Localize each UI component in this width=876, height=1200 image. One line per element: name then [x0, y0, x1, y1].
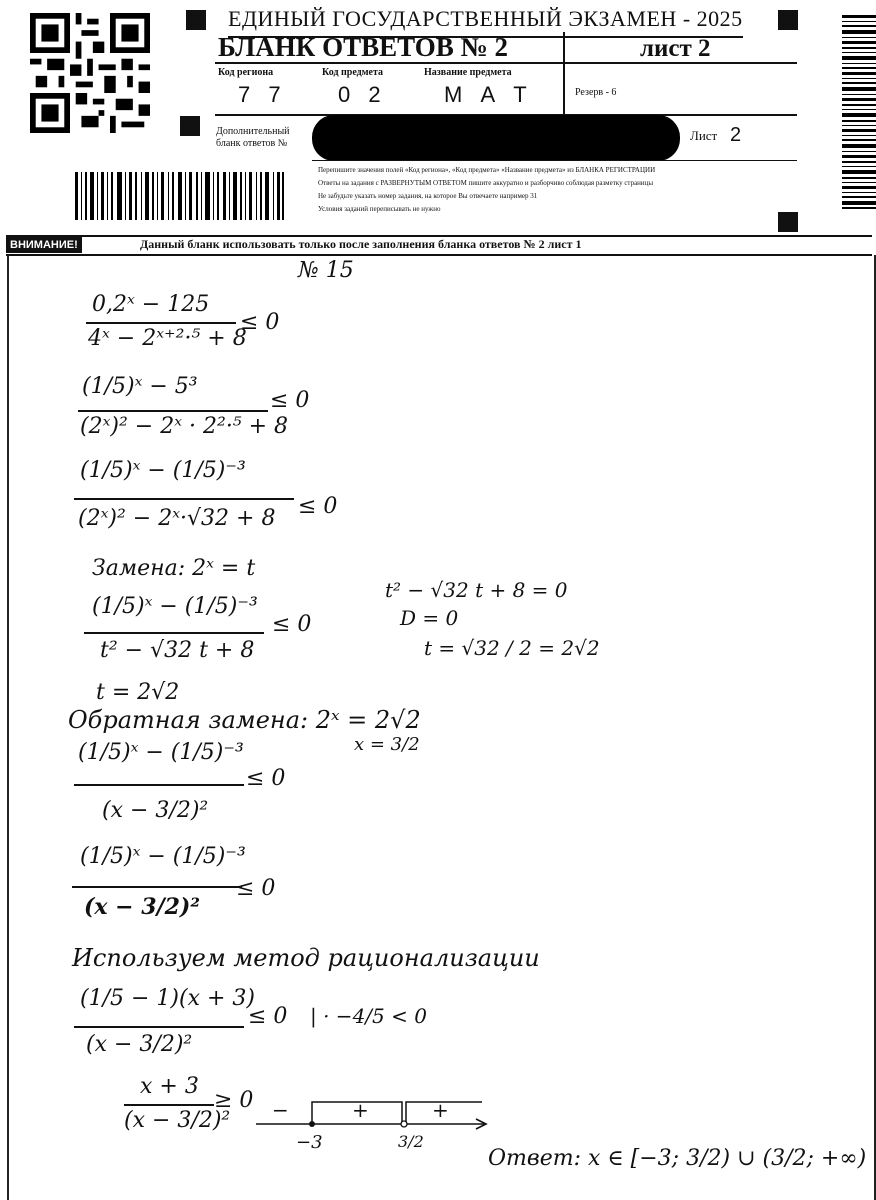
discriminant: D = 0	[400, 606, 459, 630]
relation: ≤ 0	[236, 876, 276, 901]
fraction-denominator: (x − 3/2)²	[86, 1032, 193, 1057]
registration-mark	[778, 10, 798, 30]
number-line	[256, 1090, 496, 1140]
final-answer: Ответ: x ∈ [−3; 3/2) ∪ (3/2; +∞)	[488, 1146, 867, 1171]
registration-mark	[180, 116, 200, 136]
registration-mark	[186, 10, 206, 30]
fraction-numerator: (1/5 − 1)(x + 3)	[80, 986, 255, 1011]
t-value: t = 2√2	[96, 680, 180, 705]
divider	[312, 160, 797, 161]
fraction-bar	[74, 784, 244, 786]
fraction-bar	[72, 886, 242, 888]
fraction-numerator: (1/5)ˣ − (1/5)⁻³	[80, 458, 246, 483]
axis-point: −3	[296, 1132, 323, 1153]
vertical-barcode	[842, 15, 876, 210]
subject-code-value: 0 2	[338, 82, 387, 107]
fraction-denominator: 4ˣ − 2ˣ⁺²·⁵ + 8	[88, 326, 247, 351]
fraction-numerator: (1/5)ˣ − (1/5)⁻³	[78, 740, 244, 765]
sheet-label: лист 2	[640, 35, 711, 62]
fraction-bar	[124, 1104, 214, 1106]
qr-code	[30, 13, 150, 133]
multiplier-note: | · −4/5 < 0	[310, 1004, 427, 1028]
task-number: № 15	[298, 258, 354, 283]
warning-badge: ВНИМАНИЕ!	[6, 237, 82, 253]
method-note: Используем метод рационализации	[72, 944, 540, 972]
fraction-numerator: (1/5)ˣ − (1/5)⁻³	[80, 844, 246, 869]
sign-plus: +	[432, 1098, 449, 1122]
instructions: Перепишите значения полей «Код региона», «Код предмета» «Название предмета» из БЛАНКА РЕГИСТРАЦИИ Ответы на задания с РАЗВЕРНУТЫМ ОТВЕТОМ пишите аккуратно и разборчиво соблюдая разметку страницы Не забудьте указать номер задания, на которое Вы отвечаете например 31 Условия заданий переписывать не нужно	[318, 166, 656, 213]
fraction-bar	[84, 632, 264, 634]
fraction-denominator: (x − 3/2)²	[102, 798, 209, 823]
fraction-denominator: (2ˣ)² − 2ˣ·√32 + 8	[78, 506, 276, 531]
relation: ≤ 0	[248, 1004, 288, 1029]
fraction-numerator: (1/5)ˣ − 5³	[82, 374, 198, 399]
form-title: БЛАНК ОТВЕТОВ № 2	[218, 32, 508, 62]
axis-point: 3/2	[398, 1132, 424, 1151]
barcode	[75, 172, 285, 220]
side-equation: t² − √32 t + 8 = 0	[385, 578, 568, 602]
subject-code-label: Код предмета	[322, 67, 383, 78]
reverse-substitution: Обратная замена: 2ˣ = 2√2	[68, 706, 421, 734]
relation: ≤ 0	[298, 494, 338, 519]
reserve-label: Резерв - 6	[575, 87, 617, 98]
subject-name-value: М А Т	[444, 82, 533, 107]
fraction-denominator: t² − √32 t + 8	[100, 638, 255, 663]
fraction-numerator: x + 3	[140, 1074, 199, 1099]
additional-form-label: Дополнительный бланк ответов №	[216, 126, 290, 149]
region-code-value: 7 7	[238, 82, 287, 107]
subject-name-label: Название предмета	[424, 67, 512, 78]
fraction-bar	[86, 322, 236, 324]
divider	[563, 32, 565, 114]
x-value: x = 3/2	[354, 734, 420, 755]
region-code-label: Код региона	[218, 67, 274, 78]
relation: ≤ 0	[272, 612, 312, 637]
relation: ≤ 0	[240, 310, 280, 335]
fraction-bar	[78, 410, 268, 412]
list-label: Лист	[690, 128, 718, 143]
fraction-denominator: (x − 3/2)²	[124, 1108, 231, 1133]
fraction-bar	[74, 498, 294, 500]
relation: ≥ 0	[214, 1088, 254, 1113]
divider	[215, 62, 797, 64]
root: t = √32 / 2 = 2√2	[424, 636, 600, 660]
relation: ≤ 0	[270, 388, 310, 413]
redaction-bar	[312, 115, 680, 161]
substitution: Замена: 2ˣ = t	[92, 556, 256, 581]
warning-text: Данный бланк использовать только после заполнения бланка ответов № 2 лист 1	[140, 237, 582, 251]
fraction-bar	[74, 1026, 244, 1028]
fraction-denominator: (x − 3/2)²	[84, 894, 200, 920]
exam-title: ЕДИНЫЙ ГОСУДАРСТВЕННЫЙ ЭКЗАМЕН - 2025	[228, 6, 743, 32]
fraction-numerator: (1/5)ˣ − (1/5)⁻³	[92, 594, 258, 619]
fraction-denominator: (2ˣ)² − 2ˣ · 2²·⁵ + 8	[80, 414, 289, 439]
sign-plus: +	[352, 1098, 369, 1122]
list-number: 2	[730, 124, 742, 146]
relation: ≤ 0	[246, 766, 286, 791]
fraction-numerator: 0,2ˣ − 125	[92, 292, 210, 317]
sign-minus: −	[272, 1098, 289, 1122]
